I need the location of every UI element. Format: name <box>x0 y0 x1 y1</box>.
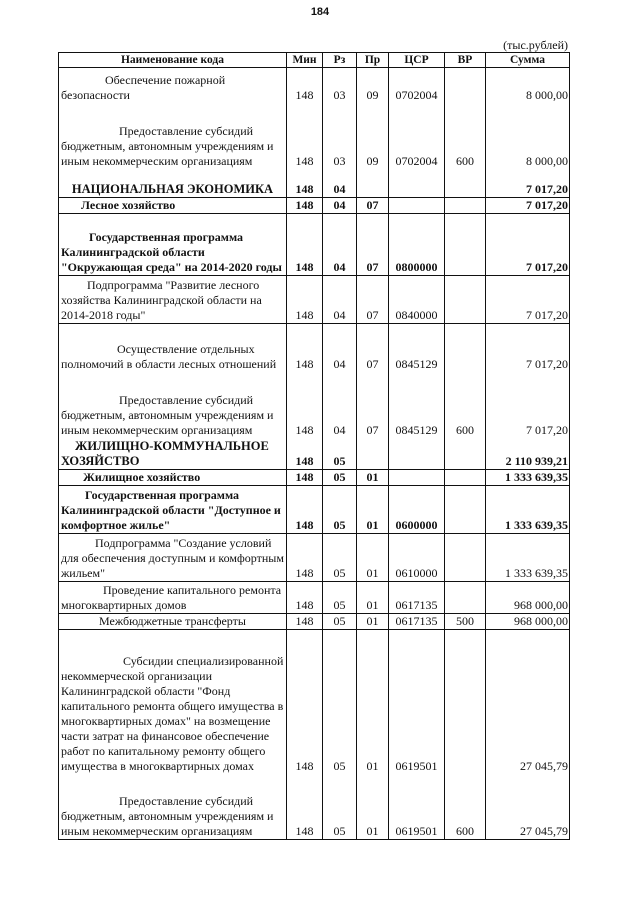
row-sum: 7 017,20 <box>486 169 570 198</box>
row-name: Предоставление субсидий бюджетным, автономным учреждениям и иным некоммерческим организациям <box>61 392 274 437</box>
row-name: Проведение капитального ремонта многоквартирных домов <box>61 583 282 612</box>
row-csr <box>389 169 445 198</box>
row-pr: 09 <box>357 103 389 169</box>
header-min: Мин <box>287 53 323 68</box>
header-vr: ВР <box>445 53 486 68</box>
row-pr: 01 <box>357 774 389 840</box>
row-rz: 05 <box>323 438 357 470</box>
row-rz: 05 <box>323 486 357 534</box>
row-name: Лесное хозяйство <box>81 198 176 212</box>
row-min: 148 <box>287 276 323 324</box>
row-min: 148 <box>287 630 323 774</box>
header-rz: Рз <box>323 53 357 68</box>
table-row <box>59 276 570 324</box>
row-pr <box>357 169 389 198</box>
row-vr <box>445 68 486 103</box>
row-csr: 0702004 <box>389 103 445 169</box>
row-pr: 07 <box>357 324 389 372</box>
row-csr: 0610000 <box>389 534 445 582</box>
row-min: 148 <box>287 534 323 582</box>
row-min: 148 <box>287 103 323 169</box>
table-row <box>59 324 570 372</box>
row-sum: 7 017,20 <box>486 198 570 214</box>
row-min: 148 <box>287 169 323 198</box>
table-row <box>59 198 570 214</box>
row-min: 148 <box>287 438 323 470</box>
row-vr <box>445 324 486 372</box>
row-sum: 8 000,00 <box>486 68 570 103</box>
row-sum: 8 000,00 <box>486 103 570 169</box>
header-row <box>59 53 570 68</box>
row-min: 148 <box>287 372 323 438</box>
row-min: 148 <box>287 198 323 214</box>
row-name: Субсидии специализированной некоммерческой организации Калининградской области "Фонд капитального ремонта общего имущества в многоквартирных домах" на возмещение части затрат на финансовое обеспечение работ по капитальному ремонту общего имущества в многоквартирных домах <box>61 653 284 773</box>
row-pr: 09 <box>357 68 389 103</box>
row-vr: 600 <box>445 774 486 840</box>
row-vr: 500 <box>445 614 486 630</box>
row-min: 148 <box>287 324 323 372</box>
row-sum: 7 017,20 <box>486 372 570 438</box>
row-rz: 04 <box>323 324 357 372</box>
row-csr <box>389 470 445 486</box>
row-min: 148 <box>287 68 323 103</box>
row-sum: 27 045,79 <box>486 630 570 774</box>
row-rz: 04 <box>323 214 357 276</box>
row-vr <box>445 198 486 214</box>
row-min: 148 <box>287 470 323 486</box>
table-row <box>59 103 570 169</box>
row-name: Государственная программа Калининградской области "Доступное и комфортное жилье" <box>61 488 281 532</box>
table-row <box>59 438 570 470</box>
row-sum: 968 000,00 <box>486 582 570 614</box>
row-name: Обеспечение пожарной безопасности <box>61 72 226 102</box>
row-vr <box>445 276 486 324</box>
row-vr <box>445 169 486 198</box>
row-sum: 2 110 939,21 <box>486 438 570 470</box>
row-csr <box>389 198 445 214</box>
row-csr: 0840000 <box>389 276 445 324</box>
row-rz: 03 <box>323 103 357 169</box>
row-sum: 1 333 639,35 <box>486 534 570 582</box>
table-row <box>59 470 570 486</box>
table-row <box>59 169 570 198</box>
row-name: Жилищное хозяйство <box>83 470 201 484</box>
row-rz: 03 <box>323 68 357 103</box>
row-pr <box>357 438 389 470</box>
row-rz: 05 <box>323 774 357 840</box>
row-vr <box>445 582 486 614</box>
row-name: НАЦИОНАЛЬНАЯ ЭКОНОМИКА <box>71 182 274 196</box>
row-csr: 0619501 <box>389 774 445 840</box>
row-min: 148 <box>287 486 323 534</box>
table-row <box>59 486 570 534</box>
row-vr <box>445 534 486 582</box>
row-name: Предоставление субсидий бюджетным, автономным учреждениям и иным некоммерческим организациям <box>61 794 274 838</box>
row-name: Подпрограмма "Создание условий для обеспечения доступным и комфортным жильем" <box>61 536 284 580</box>
header-name: Наименование кода <box>59 53 287 68</box>
row-vr: 600 <box>445 103 486 169</box>
row-vr <box>445 214 486 276</box>
row-min: 148 <box>287 774 323 840</box>
table-row <box>59 630 570 774</box>
row-name: Межбюджетные трансферты <box>99 614 246 628</box>
row-vr <box>445 470 486 486</box>
row-pr: 07 <box>357 372 389 438</box>
row-csr: 0600000 <box>389 486 445 534</box>
page-number: 184 <box>310 6 330 18</box>
row-sum: 968 000,00 <box>486 614 570 630</box>
row-rz: 05 <box>323 630 357 774</box>
table-row <box>59 534 570 582</box>
row-pr: 07 <box>357 276 389 324</box>
row-sum: 27 045,79 <box>486 774 570 840</box>
row-csr: 0619501 <box>389 630 445 774</box>
row-rz: 05 <box>323 470 357 486</box>
row-pr: 01 <box>357 630 389 774</box>
table-row <box>59 582 570 614</box>
row-csr: 0617135 <box>389 582 445 614</box>
row-vr: 600 <box>445 372 486 438</box>
table-row <box>59 614 570 630</box>
table-row <box>59 372 570 438</box>
row-rz: 04 <box>323 169 357 198</box>
row-pr: 01 <box>357 486 389 534</box>
row-rz: 05 <box>323 614 357 630</box>
row-name: ЖИЛИЩНО-КОММУНАЛЬНОЕ ХОЗЯЙСТВО <box>61 439 269 468</box>
row-rz: 04 <box>323 198 357 214</box>
row-pr: 01 <box>357 614 389 630</box>
row-csr <box>389 438 445 470</box>
header-pr: Пр <box>357 53 389 68</box>
row-pr: 07 <box>357 198 389 214</box>
row-sum: 7 017,20 <box>486 324 570 372</box>
budget-table <box>58 52 570 840</box>
row-csr: 0800000 <box>389 214 445 276</box>
row-pr: 01 <box>357 470 389 486</box>
table-row <box>59 214 570 276</box>
row-pr: 01 <box>357 582 389 614</box>
row-name: Подпрограмма "Развитие лесного хозяйства Калининградской области на 2014-2018 годы" <box>61 278 262 322</box>
row-name: Государственная программа Калининградской области "Окружающая среда" на 2014-2020 годы <box>61 230 282 274</box>
row-vr <box>445 438 486 470</box>
row-name: Предоставление субсидий бюджетным, автономным учреждениям и иным некоммерческим организациям <box>61 123 274 168</box>
row-vr <box>445 630 486 774</box>
row-sum: 1 333 639,35 <box>486 486 570 534</box>
row-rz: 04 <box>323 276 357 324</box>
row-csr: 0845129 <box>389 324 445 372</box>
row-csr: 0845129 <box>389 372 445 438</box>
row-rz: 05 <box>323 582 357 614</box>
row-sum: 7 017,20 <box>486 276 570 324</box>
row-min: 148 <box>287 214 323 276</box>
header-csr: ЦСР <box>389 53 445 68</box>
row-csr: 0617135 <box>389 614 445 630</box>
row-pr: 01 <box>357 534 389 582</box>
row-vr <box>445 486 486 534</box>
units-label: (тыс.рублей) <box>503 38 568 52</box>
row-rz: 05 <box>323 534 357 582</box>
row-name: Осуществление отдельных полномочий в области лесных отношений <box>61 341 277 371</box>
row-sum: 1 333 639,35 <box>486 470 570 486</box>
row-sum: 7 017,20 <box>486 214 570 276</box>
row-min: 148 <box>287 582 323 614</box>
table-row <box>59 774 570 840</box>
row-min: 148 <box>287 614 323 630</box>
row-rz: 04 <box>323 372 357 438</box>
table-row <box>59 68 570 103</box>
row-csr: 0702004 <box>389 68 445 103</box>
row-pr: 07 <box>357 214 389 276</box>
header-sum: Сумма <box>486 53 570 68</box>
